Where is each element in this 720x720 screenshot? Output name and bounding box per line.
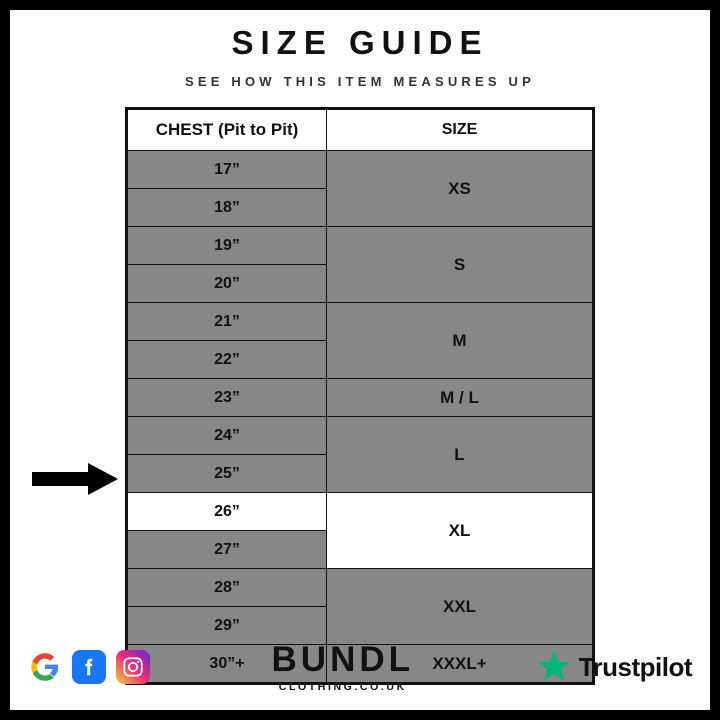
table-row [128,303,593,341]
google-icon[interactable] [28,650,62,684]
cell-chest: 27” [128,531,327,569]
cell-chest: 24” [128,417,327,455]
trustpilot-star-icon [536,649,572,685]
cell-chest: 25” [128,455,327,493]
table-header-row [128,110,593,151]
cell-chest: 23” [128,379,327,417]
selected-size-arrow-icon [32,462,118,496]
cell-chest: 21” [128,303,327,341]
brand-name: BUNDL [271,639,415,679]
table-row [128,227,593,265]
cell-size: XXXL+ [327,645,593,683]
column-header-size: SIZE [327,110,593,151]
cell-size: XL [327,493,593,569]
brand-website: CLOTHING.CO.UK [278,680,407,693]
cell-chest: 26” [128,493,327,531]
page-subtitle: SEE HOW THIS ITEM MEASURES UP [184,74,536,89]
cell-size: XS [327,151,593,227]
cell-chest: 29” [128,607,327,645]
column-header-chest: CHEST (Pit to Pit) [128,110,327,151]
cell-chest: 18” [128,189,327,227]
trustpilot-label: Trustpilot [578,651,692,682]
size-table [127,109,593,683]
facebook-icon[interactable] [72,650,106,684]
cell-chest: 17” [128,151,327,189]
table-row [128,569,593,607]
brand-logo [150,639,536,693]
cell-chest: 28” [128,569,327,607]
table-row [128,379,593,417]
cell-chest: 19” [128,227,327,265]
social-links [28,650,150,684]
cell-chest: 22” [128,341,327,379]
cell-size: M [327,303,593,379]
trustpilot-badge[interactable] [536,649,692,685]
size-table-container [125,107,595,685]
footer [10,632,710,702]
table-row [128,417,593,455]
table-row [128,493,593,531]
size-guide-card [10,10,710,710]
cell-chest: 20” [128,265,327,303]
cell-chest: 30”+ [128,645,327,683]
instagram-icon[interactable] [116,650,150,684]
table-row [128,151,593,189]
cell-size: XXL [327,569,593,645]
cell-size: L [327,417,593,493]
cell-size: S [327,227,593,303]
cell-size: M / L [327,379,593,417]
page-title: SIZE GUIDE [231,24,489,61]
